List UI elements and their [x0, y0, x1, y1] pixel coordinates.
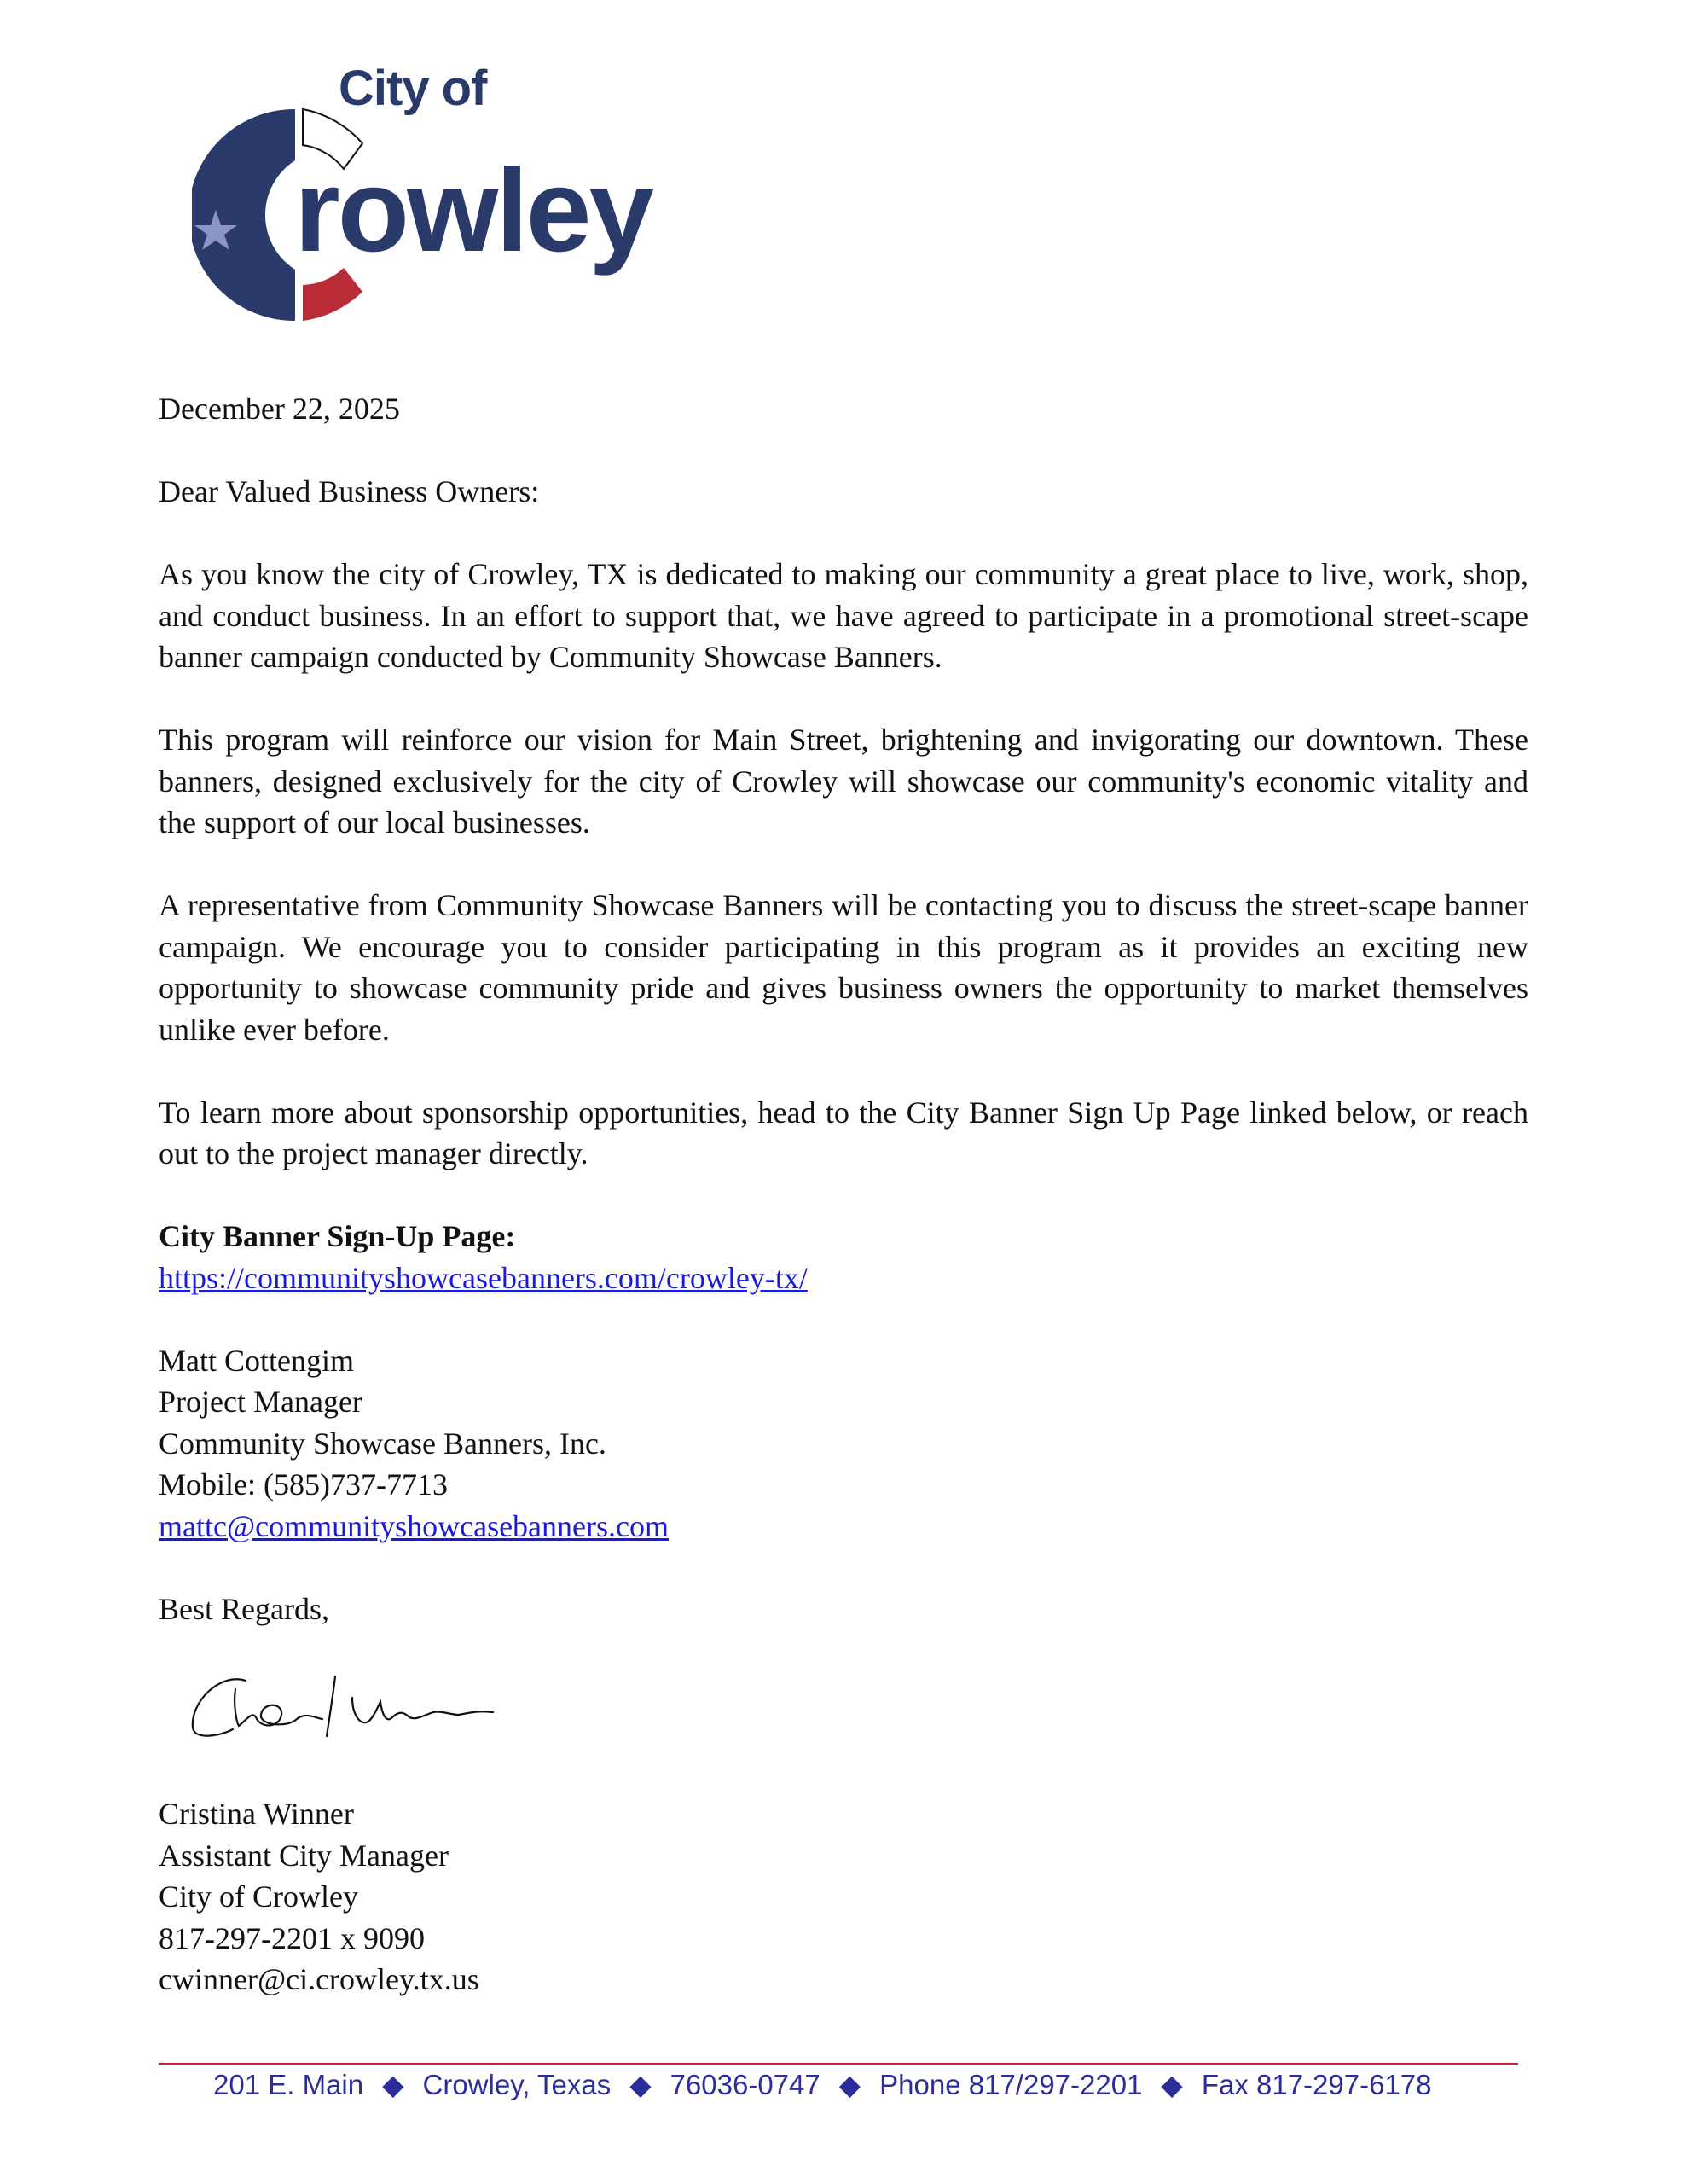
logo-crowley-text: rowley [294, 145, 652, 276]
signup-section [159, 1216, 1528, 1298]
signer-name: Cristina Winner [159, 1797, 354, 1831]
footer-fax: Fax 817-297-6178 [1201, 2069, 1432, 2100]
project-manager-contact [159, 1340, 1528, 1548]
contact-company: Community Showcase Banners, Inc. [159, 1426, 606, 1461]
paragraph-4: To learn more about sponsorship opportunities, head to the City Banner Sign Up Page linked below, or reach out to the project manager directly. [159, 1095, 1528, 1170]
diamond-icon: ◆ [1161, 2069, 1183, 2100]
letter-body [159, 388, 1528, 1671]
footer-city: Crowley, Texas [422, 2069, 612, 2100]
diamond-icon: ◆ [382, 2069, 404, 2100]
signer-org: City of Crowley [159, 1879, 358, 1914]
salutation: Dear Valued Business Owners: [159, 474, 540, 508]
paragraph-3: A representative from Community Showcase Banners will be contacting you to discuss the street-scape banner campaign. We encourage you to consider participating in this program as it provides an exciting new opportunity to showcase community pride and gives business owners the opportunity to market themselves unlike ever before. [159, 888, 1528, 1047]
footer-divider [159, 2063, 1518, 2065]
paragraph-2: This program will reinforce our vision for Main Street, brightening and invigorating our downtown. These banners, designed exclusively for the city of Crowley will showcase our community's economic vitality and the support of our local businesses. [159, 723, 1528, 839]
contact-name: Matt Cottengim [159, 1343, 354, 1378]
city-of-crowley-logo [192, 51, 704, 333]
contact-title: Project Manager [159, 1385, 362, 1419]
footer-phone: Phone 817/297-2201 [879, 2069, 1143, 2100]
signer-block [159, 1793, 479, 2001]
signer-title: Assistant City Manager [159, 1838, 449, 1873]
contact-email-link[interactable]: mattc@communityshowcasebanners.com [159, 1508, 669, 1543]
letterhead-footer [213, 2068, 1432, 2101]
signup-label: City Banner Sign-Up Page: [159, 1219, 516, 1253]
logo-city-of-text: City of [339, 61, 487, 116]
diamond-icon: ◆ [629, 2069, 652, 2100]
letter-date: December 22, 2025 [159, 392, 400, 426]
footer-zip: 76036-0747 [670, 2069, 820, 2100]
contact-mobile: Mobile: (585)737-7713 [159, 1467, 448, 1502]
signer-phone: 817-297-2201 x 9090 [159, 1920, 425, 1955]
signup-link[interactable]: https://communityshowcasebanners.com/crowley-tx/ [159, 1260, 808, 1295]
diamond-icon: ◆ [838, 2069, 861, 2100]
footer-address: 201 E. Main [213, 2069, 364, 2100]
closing: Best Regards, [159, 1591, 329, 1626]
paragraph-1: As you know the city of Crowley, TX is dedicated to making our community a great place to live, work, shop, and conduct business. In an effort to support that, we have agreed to participate in a promotional street-scape banner campaign conducted by Community Showcase Banners. [159, 557, 1528, 674]
signature-icon [186, 1668, 544, 1745]
signer-email: cwinner@ci.crowley.tx.us [159, 1962, 479, 1996]
